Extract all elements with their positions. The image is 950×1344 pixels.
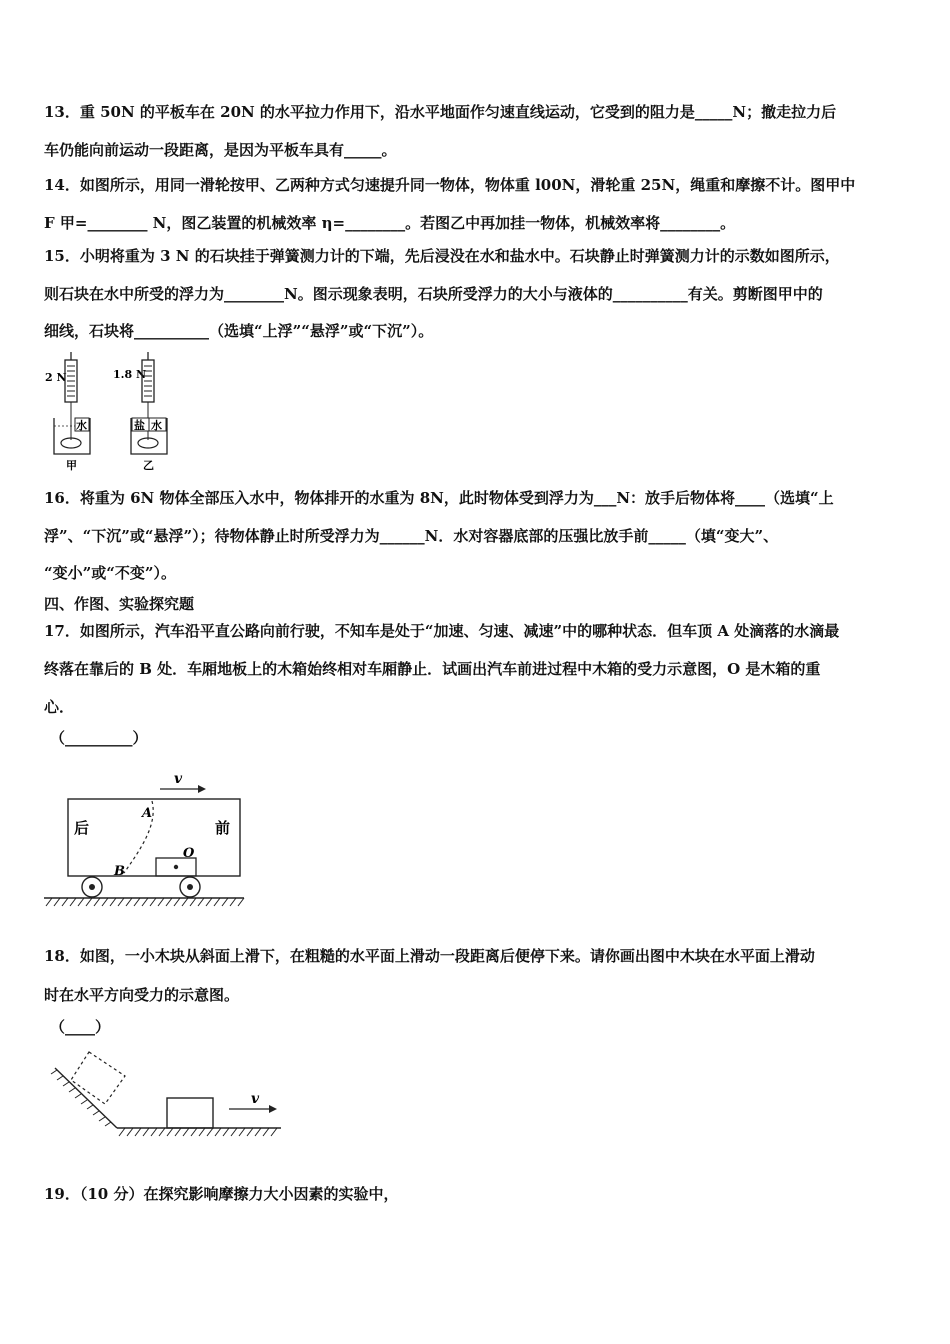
q16-line-1: 16．将重为 6N 物体全部压入水中，物体排开的水重为 8N，此时物体受到浮力为___N：放手后物体将____（选填“上	[44, 489, 834, 507]
car-figure	[40, 765, 250, 915]
spring-scale-figure	[40, 350, 190, 475]
q16-line-3: “变小”或“不变”）。	[44, 564, 177, 582]
left-reading-label: 2 N	[45, 371, 67, 384]
q18-line-1: 18．如图，一小木块从斜面上滑下，在粗糙的水平面上滑动一段距离后便停下来。请你画出图中木块在水平面上滑动	[44, 947, 815, 965]
q17-line-1: 17．如图所示，汽车沿平直公路向前行驶，不知车是处于“加速、匀速、减速”中的哪种状态．但车顶 A 处滴落的水滴最	[44, 622, 840, 640]
q13-line-2: 车仍能向前运动一段距离，是因为平板车具有_____。	[44, 141, 397, 159]
right-liquid-label-b: 水	[151, 419, 162, 432]
block-on-incline	[71, 1052, 125, 1104]
q15-line-2: 则石块在水中所受的浮力为________N。图示现象表明，石块所受浮力的大小与液体的__________有关。剪断图甲中的	[44, 285, 823, 303]
q16-line-2: 浮”、“下沉”或“悬浮”）；待物体静止时所受浮力为______N．水对容器底部的压强比放手前_____（填“变大”、	[44, 527, 779, 545]
incline-figure	[45, 1050, 290, 1140]
q17-answer-blank[interactable]: （_________）	[50, 729, 148, 747]
left-liquid-label: 水	[76, 419, 87, 432]
q15-line-3: 细线，石块将__________（选填“上浮”“悬浮”或“下沉”）。	[44, 322, 434, 340]
right-liquid-label-a: 盐	[134, 419, 145, 432]
q14-line-2: F 甲=________ N，图乙装置的机械效率 η=________。若图乙中再加挂一物体，机械效率将________。	[44, 214, 736, 232]
q17-line-3: 心．	[44, 698, 75, 716]
spring-scale-left	[45, 352, 90, 472]
right-caption: 乙	[143, 459, 154, 472]
spring-scale-right	[113, 352, 167, 472]
q13-line-1: 13．重 50N 的平板车在 20N 的水平拉力作用下，沿水平地面作匀速直线运动，它受到的阻力是_____N；撤走拉力后	[44, 103, 837, 121]
front-label: 前	[215, 819, 231, 837]
q18-answer-blank[interactable]: （____）	[50, 1018, 111, 1036]
q15-line-1: 15．小明将重为 3 N 的石块挂于弹簧测力计的下端，先后浸没在水和盐水中。石块静止时弹簧测力计的示数如图所示，	[44, 247, 840, 265]
q19-line-1: 19．（10 分）在探究影响摩擦力大小因素的实验中，	[44, 1185, 399, 1203]
point-a-label: A	[142, 806, 153, 821]
right-reading-label: 1.8 N	[113, 368, 147, 381]
left-caption: 甲	[66, 459, 77, 472]
q18-line-2: 时在水平方向受力的示意图。	[44, 986, 240, 1004]
point-o-label: O	[183, 846, 195, 861]
block-on-ground	[167, 1098, 213, 1128]
car-body	[68, 799, 240, 876]
back-label: 后	[74, 819, 90, 837]
point-b-label: B	[114, 864, 125, 879]
velocity-label-18: v	[251, 1091, 260, 1107]
q17-line-2: 终落在靠后的 B 处．车厢地板上的木箱始终相对车厢静止．试画出汽车前进过程中木箱的受力示意图，O 是木箱的重	[44, 660, 821, 678]
q14-line-1: 14．如图所示，用同一滑轮按甲、乙两种方式匀速提升同一物体，物体重 l00N，滑轮重 25N，绳重和摩擦不计。图甲中	[44, 176, 856, 194]
section-heading: 四、作图、实验探究题	[44, 595, 195, 613]
velocity-label: v	[174, 771, 183, 787]
